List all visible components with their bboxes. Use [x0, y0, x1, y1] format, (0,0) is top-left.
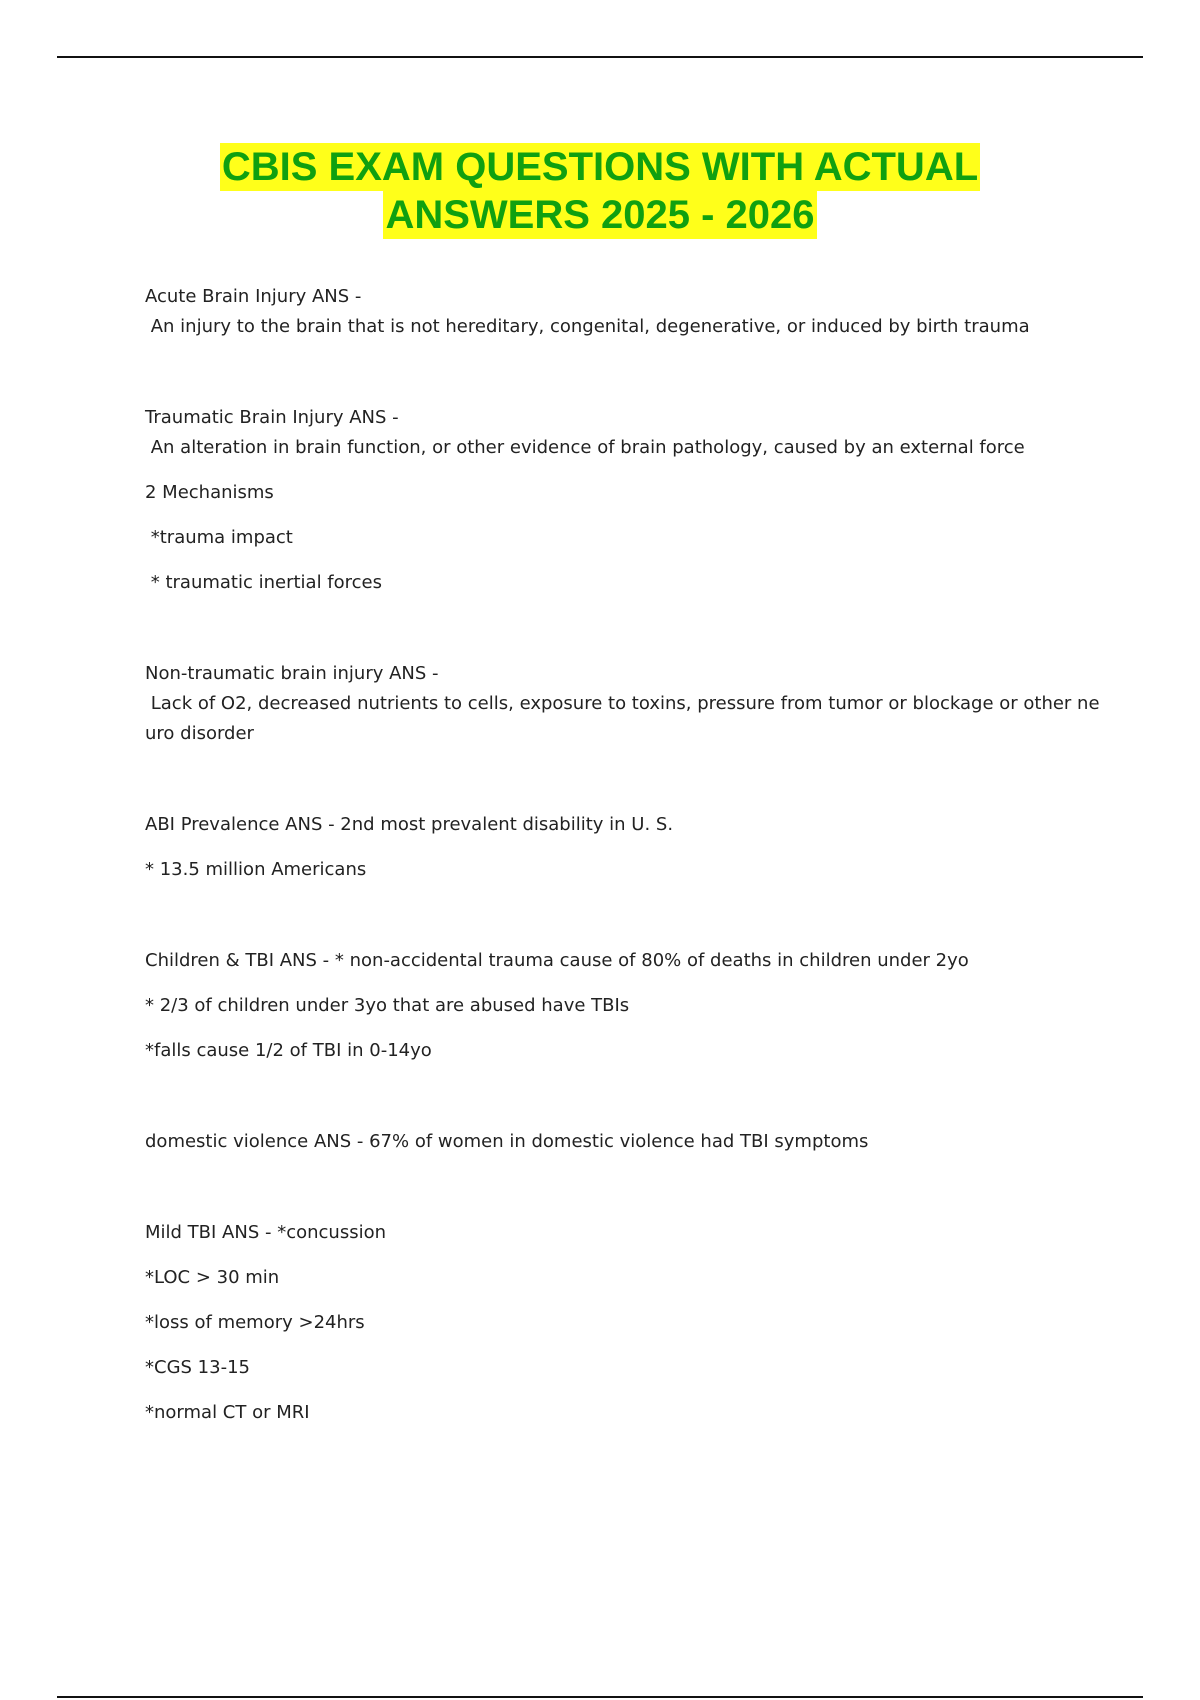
entry-line: 2 Mechanisms	[145, 482, 274, 503]
entry-term: Traumatic Brain Injury ANS -	[145, 407, 399, 428]
entry-line: * traumatic inertial forces	[145, 572, 382, 593]
entry-term: domestic violence ANS - 67% of women in domestic violence had TBI symptoms	[145, 1131, 869, 1152]
entry-non-traumatic-brain-injury	[145, 659, 1105, 749]
entry-line: *normal CT or MRI	[145, 1402, 310, 1423]
entry-term: ABI Prevalence ANS - 2nd most prevalent disability in U. S.	[145, 814, 674, 835]
document-body	[145, 282, 1105, 1489]
title-line-2: ANSWERS 2025 - 2026	[385, 193, 815, 237]
entry-acute-brain-injury	[145, 282, 1105, 342]
entry-line: *falls cause 1/2 of TBI in 0-14yo	[145, 1040, 432, 1061]
entry-traumatic-brain-injury	[145, 403, 1105, 598]
bottom-rule	[57, 1696, 1143, 1698]
entry-domestic-violence	[145, 1127, 1105, 1157]
entry-line: * 2/3 of children under 3yo that are abused have TBIs	[145, 995, 630, 1016]
entry-answer: An alteration in brain function, or other evidence of brain pathology, caused by an external force	[145, 437, 1025, 458]
entry-term: Non-traumatic brain injury ANS -	[145, 663, 439, 684]
entry-line: *loss of memory >24hrs	[145, 1312, 365, 1333]
entry-term: Acute Brain Injury ANS -	[145, 286, 362, 307]
entry-term: Children & TBI ANS - * non-accidental trauma cause of 80% of deaths in children under 2yo	[145, 950, 969, 971]
top-rule	[57, 56, 1143, 58]
entry-term: Mild TBI ANS - *concussion	[145, 1222, 386, 1243]
entry-abi-prevalence	[145, 810, 1105, 885]
entry-answer: An injury to the brain that is not hereditary, congenital, degenerative, or induced by birth trauma	[145, 316, 1030, 337]
entry-line: *LOC > 30 min	[145, 1267, 280, 1288]
entry-line: * 13.5 million Americans	[145, 859, 367, 880]
entry-children-tbi	[145, 946, 1105, 1066]
entry-line: *trauma impact	[145, 527, 293, 548]
entry-line: *CGS 13-15	[145, 1357, 250, 1378]
entry-answer: Lack of O2, decreased nutrients to cells, exposure to toxins, pressure from tumor or blockage or other ne uro disorder	[145, 693, 1106, 744]
entry-mild-tbi	[145, 1218, 1105, 1428]
title-line-1: CBIS EXAM QUESTIONS WITH ACTUAL	[221, 145, 979, 189]
document-title	[0, 143, 1200, 239]
